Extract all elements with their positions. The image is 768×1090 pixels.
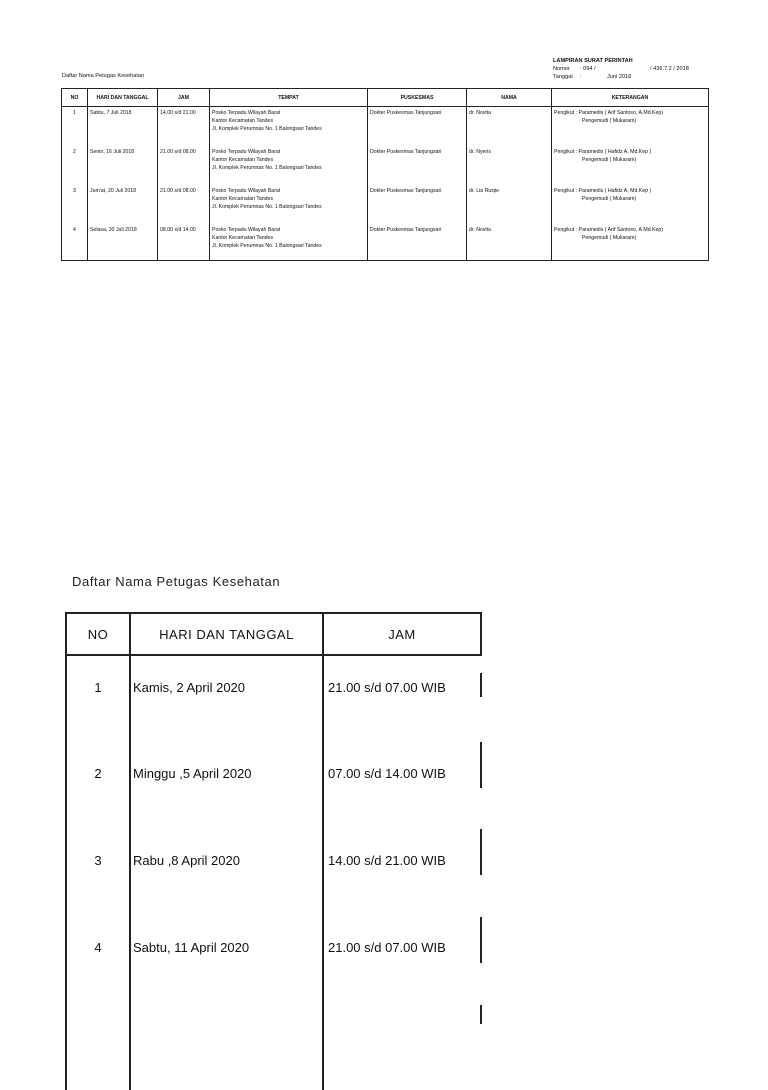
cell-no: 4 xyxy=(66,916,130,1003)
tempat-line: Posko Terpadu Wilayah Barat xyxy=(212,110,281,116)
col-header: TEMPAT xyxy=(210,89,368,107)
table-row xyxy=(66,829,481,916)
cell-jam: 08.00 s/d 14.00 xyxy=(158,224,210,261)
cell-no: 3 xyxy=(66,829,130,916)
tanggal-row xyxy=(553,73,689,81)
table-row xyxy=(66,742,481,829)
ket-line: Pengemudi ( Mukaram) xyxy=(582,157,637,163)
cell-puskesmas: Dokter Puskesmas Tanjungsari xyxy=(368,185,467,224)
table-border-fragment xyxy=(480,917,482,963)
ket-line: Pengemudi ( Mukaram) xyxy=(582,235,637,241)
table-row xyxy=(62,146,709,185)
ket-line: Pengemudi ( Mukaram) xyxy=(582,118,637,124)
lampiran-header xyxy=(553,57,689,81)
table-border-fragment xyxy=(480,673,482,697)
nomor-label: Nomor xyxy=(553,66,570,72)
tempat-line: Kantor Kecamatan Tandes xyxy=(212,235,274,241)
cell-jam: 14.00 s/d 21.00 WIB xyxy=(323,829,481,916)
tempat-line: Kantor Kecamatan Tandes xyxy=(212,196,274,202)
col-header: JAM xyxy=(323,613,481,655)
tempat-line: Jl. Komplek Perumnas No. 1 Balongsari Tandes xyxy=(212,243,322,249)
cell-tempat xyxy=(210,224,368,261)
cell-jam: 14.00 s/d 21.00 xyxy=(158,107,210,147)
cell-nama: dr. Novita xyxy=(467,224,552,261)
cell-no xyxy=(66,1003,130,1090)
cell-hari: Rabu ,8 April 2020 xyxy=(130,829,323,916)
cell-no: 2 xyxy=(66,742,130,829)
col-header: NAMA xyxy=(467,89,552,107)
cell-jam: 21.00 s/d 07.00 WIB xyxy=(323,916,481,1003)
nomor-code: / 436.7.2 / 2018 xyxy=(650,66,689,72)
ket-line: Pengikut : Paramedis ( Arif Santoso, A.Md.Kep) xyxy=(554,227,663,233)
cell-tempat xyxy=(210,185,368,224)
ket-line: Pengemudi ( Mukaram) xyxy=(582,196,637,202)
cell-hari: Minggu ,5 April 2020 xyxy=(130,742,323,829)
col-header: KETERANGAN xyxy=(552,89,709,107)
cell-no: 1 xyxy=(62,107,88,147)
big-caption: Daftar Nama Petugas Kesehatan xyxy=(72,574,281,589)
cell-no: 4 xyxy=(62,224,88,261)
table-border-fragment xyxy=(480,1005,482,1024)
big-schedule-table xyxy=(65,612,482,1090)
small-schedule-table xyxy=(61,88,709,261)
cell-nama: dr. Novita xyxy=(467,107,552,147)
cell-keterangan xyxy=(552,224,709,261)
cell-hari xyxy=(130,1003,323,1090)
table-border-fragment xyxy=(480,742,482,788)
cell-no: 2 xyxy=(62,146,88,185)
small-header-row xyxy=(62,89,709,107)
cell-hari: Selasa, 30 Juli 2018 xyxy=(88,224,158,261)
cell-tempat xyxy=(210,107,368,147)
nomor-row xyxy=(553,65,689,73)
big-header-row xyxy=(66,613,481,655)
cell-hari: Senin, 16 Juli 2018 xyxy=(88,146,158,185)
cell-hari: Sabtu, 7 Juli 2018 xyxy=(88,107,158,147)
tempat-line: Jl. Komplek Perumnas No. 1 Balongsari Tandes xyxy=(212,165,322,171)
tempat-line: Posko Terpadu Wilayah Barat xyxy=(212,188,281,194)
tempat-line: Kantor Kecamatan Tandes xyxy=(212,118,274,124)
col-header: NO xyxy=(62,89,88,107)
cell-keterangan xyxy=(552,185,709,224)
cell-jam: 07.00 s/d 14.00 WIB xyxy=(323,742,481,829)
col-header: PUSKESMAS xyxy=(368,89,467,107)
tempat-line: Posko Terpadu Wilayah Barat xyxy=(212,149,281,155)
tanggal-label: Tanggal xyxy=(553,74,573,80)
table-row xyxy=(62,107,709,147)
cell-nama: dr. Lia Rizqie xyxy=(467,185,552,224)
tempat-line: Kantor Kecamatan Tandes xyxy=(212,157,274,163)
cell-jam: 21.00 s/d 08.00 xyxy=(158,146,210,185)
col-header: HARI DAN TANGGAL xyxy=(130,613,323,655)
tempat-line: Posko Terpadu Wilayah Barat xyxy=(212,227,281,233)
cell-hari: Kamis, 2 April 2020 xyxy=(130,655,323,742)
cell-puskesmas: Dokter Puskesmas Tanjungsari xyxy=(368,146,467,185)
cell-hari: Sabtu, 11 April 2020 xyxy=(130,916,323,1003)
lampiran-title: LAMPIRAN SURAT PERINTAH xyxy=(553,58,633,64)
cell-jam: 21.00 s/d 08.00 xyxy=(158,185,210,224)
cell-nama: dr. Nyeris xyxy=(467,146,552,185)
table-row xyxy=(66,655,481,742)
table-row xyxy=(66,916,481,1003)
tempat-line: Jl. Komplek Perumnas No. 1 Balongsari Tandes xyxy=(212,126,322,132)
cell-puskesmas: Dokter Puskesmas Tanjungsari xyxy=(368,224,467,261)
nomor-value: : 094 / xyxy=(580,66,596,72)
table-row xyxy=(62,185,709,224)
cell-keterangan xyxy=(552,146,709,185)
tanggal-value: : xyxy=(580,74,582,80)
cell-no: 1 xyxy=(66,655,130,742)
cell-puskesmas: Dokter Puskesmas Tanjungsari xyxy=(368,107,467,147)
tanggal-date: Juni 2018 xyxy=(607,74,632,80)
ket-line: Pengikut : Paramedis ( Hafidz A, Md.Kep ) xyxy=(554,149,652,155)
ket-line: Pengikut : Paramedis ( Hafidz A, Md.Kep ) xyxy=(554,188,652,194)
col-header: HARI DAN TANGGAL xyxy=(88,89,158,107)
cell-keterangan xyxy=(552,107,709,147)
cell-tempat xyxy=(210,146,368,185)
table-row xyxy=(62,224,709,261)
col-header: JAM xyxy=(158,89,210,107)
tempat-line: Jl. Komplek Perumnas No. 1 Balongsari Tandes xyxy=(212,204,322,210)
cell-hari: Jum'at, 20 Juli 2018 xyxy=(88,185,158,224)
col-header: NO xyxy=(66,613,130,655)
cell-no: 3 xyxy=(62,185,88,224)
ket-line: Pengikut : Paramedis ( Arif Santoso, A.Md.Kep) xyxy=(554,110,663,116)
table-border-fragment xyxy=(480,829,482,875)
cell-jam xyxy=(323,1003,481,1090)
table-row xyxy=(66,1003,481,1090)
cell-jam: 21.00 s/d 07.00 WIB xyxy=(323,655,481,742)
small-caption: Daftar Nama Petugas Kesehatan xyxy=(62,73,145,79)
